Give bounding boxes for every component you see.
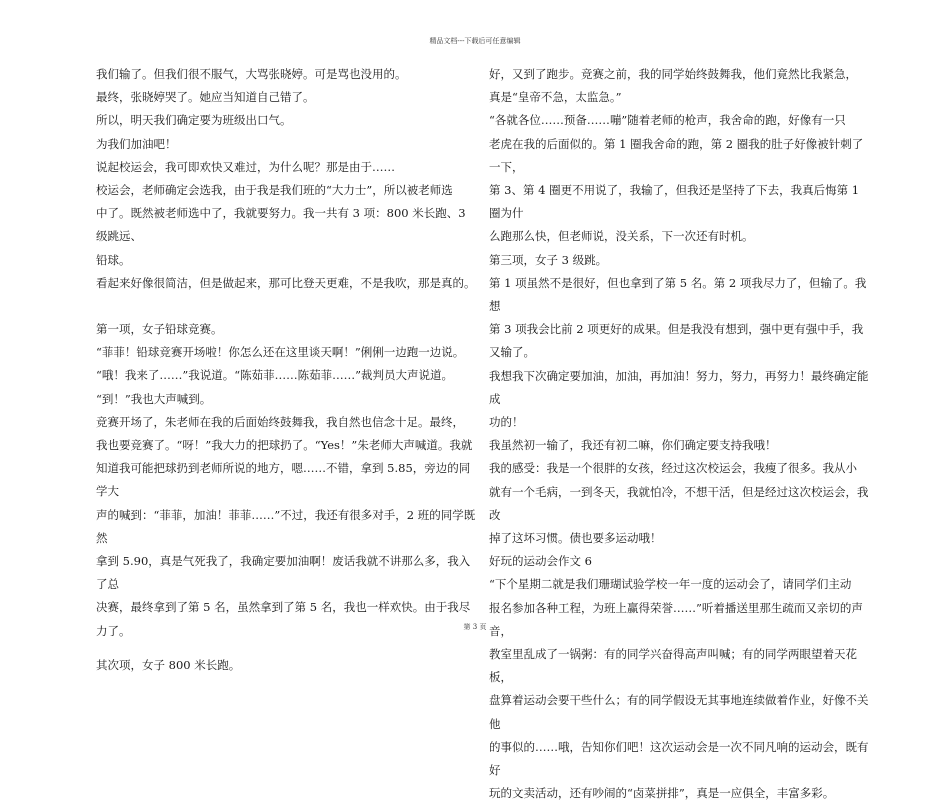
page-header: 精品文档---下载后可任意编辑 — [429, 37, 521, 45]
paragraph: 好，又到了跑步。竞赛之前，我的同学始终鼓舞我，他们竟然比我紧急， — [489, 67, 857, 81]
right-column — [489, 63, 869, 806]
paragraph: 就有一个毛病，一到冬天，我就怕冷，不想干活，但是经过这次校运会，我改 — [489, 484, 869, 522]
paragraph: 么跑那么快，但老师说，没关系，下一次还有时机。 — [489, 229, 754, 244]
paragraph: 为我们加油吧！ — [96, 136, 177, 151]
paragraph: 掉了这坏习惯。债也要多运动哦！ — [489, 531, 662, 546]
paragraph: 我想我下次确定要加油，加油，再加油！努力，努力，再努力！最终确定能成 — [489, 368, 869, 406]
paragraph: 报名参加各种工程，为班上赢得荣誉……”听着播送里那生疏而又亲切的声音， — [489, 600, 863, 638]
paragraph: 说起校运会，我可即欢快又难过，为什么呢？那是由于…… — [96, 159, 395, 174]
essay-title: 好玩的运动会作文 6 — [489, 554, 592, 569]
paragraph: 铅球。 — [96, 252, 131, 267]
paragraph: 校运会，老师确定会选我，由于我是我们班的“大力士”，所以被老师选 — [96, 183, 453, 198]
paragraph: “各就各位……预备……嘣”随着老师的枪声，我舍命的跑，好像有一只 — [489, 113, 846, 128]
paragraph: 功的！ — [489, 415, 524, 430]
paragraph: “哦！我来了……”我说道。“陈茹菲……陈茹菲……”裁判员大声说道。 — [96, 368, 454, 383]
paragraph: 第 1 项虽然不是很好，但也拿到了第 5 名。第 2 项我尽力了，但输了。我想 — [489, 275, 867, 314]
paragraph: “到！”我也大声喊到。 — [96, 391, 212, 406]
page-number: 第 3 页 — [463, 623, 487, 631]
paragraph: 的事似的……哦，告知你们吧！这次运动会是一次不同凡响的运动会，既有好 — [489, 739, 869, 778]
blank-line — [96, 643, 476, 654]
paragraph: 最终，张晓婷哭了。她应当知道自己错了。 — [96, 90, 315, 105]
left-column — [96, 63, 476, 677]
paragraph: 拿到 5.90，真是气死我了，我确定要加油啊！废话我就不讲那么多，我入了总 — [96, 554, 471, 592]
paragraph: 知道我可能把球扔到老师所说的地方，嗯……不错，拿到 5.85，旁边的同学大 — [96, 461, 471, 499]
section-heading: 第三项，女子 3 级跳。 — [489, 252, 608, 267]
paragraph: 声的喊到：“菲菲，加油！菲菲……”不过，我还有很多对手，2 班的同学既然 — [96, 507, 476, 545]
paragraph: 看起来好像很简洁，但是做起来，那可比登天更难，不是我吹，那是真的。 — [96, 275, 476, 290]
paragraph: 我虽然初一输了，我还有初二嘛，你们确定要支持我哦！ — [489, 438, 777, 453]
paragraph: 教室里乱成了一锅粥：有的同学兴奋得高声叫喊；有的同学两眼望着天花板， — [489, 647, 857, 685]
paragraph: 中了。既然被老师选中了，我就要努力。我一共有 3 项：800 米长跑、3 级跳远、 — [96, 206, 470, 244]
blank-line — [96, 295, 476, 318]
section-heading: 第一项，女子铅球竞赛。 — [96, 322, 223, 337]
paragraph: “菲菲！铅球竞赛开场啦！你怎么还在这里谈天啊！”俐俐一边跑一边说。 — [96, 345, 465, 360]
paragraph: 我的感受：我是一个很胖的女孩，经过这次校运会，我瘦了很多。我从小 — [489, 461, 857, 476]
paragraph: “下个星期二就是我们珊瑚试验学校一年一度的运动会了，请同学们主动 — [489, 577, 852, 592]
paragraph: 我也要竞赛了。“呀！”我大力的把球扔了。“Yes！”朱老师大声喊道。我就 — [96, 438, 473, 453]
paragraph: 真是“皇帝不急，太监急。” — [489, 90, 622, 105]
paragraph: 第 3 项我会比前 2 项更好的成果。但是我没有想到，强中更有强中手，我又输了。 — [489, 322, 864, 360]
paragraph: 盘算着运动会要干些什么；有的同学假设无其事地连续做着作业，好像不关他 — [489, 693, 869, 731]
paragraph: 玩的文卖活动，还有吵闹的“卤菜拼排”，真是一应俱全，丰富多彩。 — [489, 786, 835, 801]
paragraph: 所以，明天我们确定要为班级出口气。 — [96, 113, 292, 128]
paragraph: 第 3、第 4 圈更不用说了，我输了，但我还是坚持了下去，我真后悔第 1 圈为什 — [489, 183, 863, 221]
paragraph: 决赛，最终拿到了第 5 名，虽然拿到了第 5 名，我也一样欢快。由于我尽力了。 — [96, 600, 471, 638]
paragraph: 我们输了。但我们很不服气，大骂张晓婷。可是骂也没用的。 — [96, 67, 407, 81]
paragraph: 老虎在我的后面似的。第 1 圈我舍命的跑，第 2 圈我的肚子好像被针刺了一下， — [489, 136, 864, 174]
paragraph: 竞赛开场了，朱老师在我的后面始终鼓舞我，我自然也信念十足。最终， — [96, 414, 464, 429]
section-heading: 其次项，女子 800 米长跑。 — [96, 657, 241, 672]
